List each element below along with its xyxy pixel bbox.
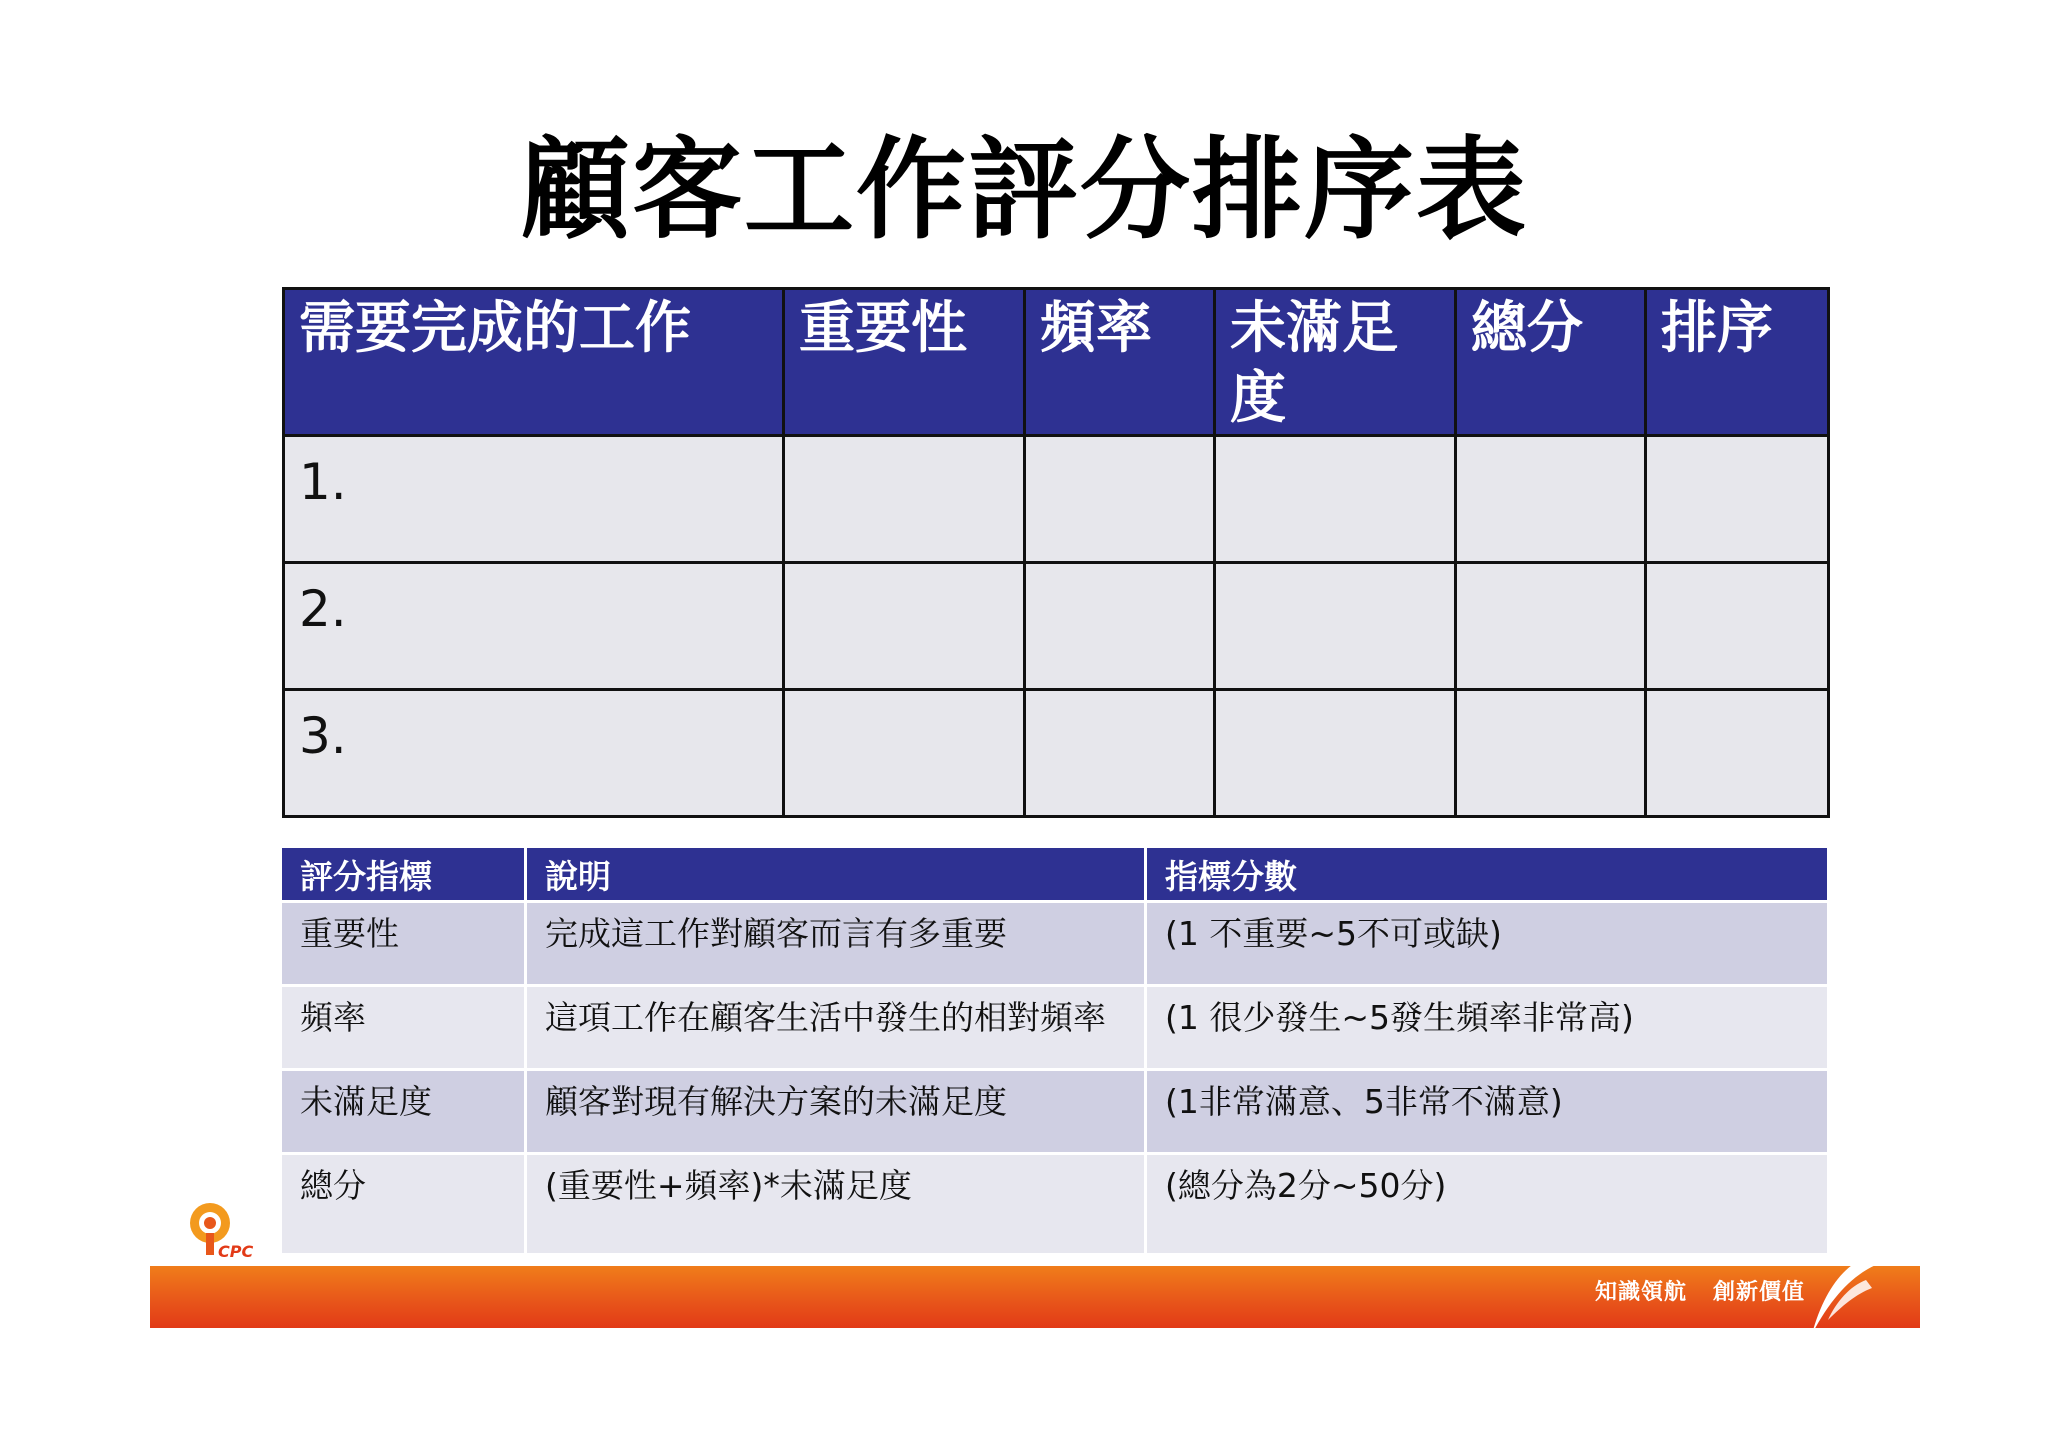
ranking-header-row	[284, 289, 1829, 436]
criterion-cell: 頻率	[282, 987, 527, 1071]
score-cell: (總分為2分~50分)	[1147, 1155, 1827, 1256]
task-cell: 3.	[284, 690, 784, 817]
criterion-cell: 總分	[282, 1155, 527, 1256]
slogan	[1569, 1278, 1805, 1308]
total-cell	[1456, 436, 1646, 563]
table-row	[284, 563, 1829, 690]
description-cell: 完成這工作對顧客而言有多重要	[527, 903, 1147, 987]
importance-cell	[784, 690, 1025, 817]
unmet-cell	[1215, 690, 1456, 817]
header-importance: 重要性	[784, 289, 1025, 436]
page-title: 顧客工作評分排序表	[520, 126, 1528, 254]
slogan-right: 創新價值	[1712, 1280, 1805, 1305]
rank-cell	[1646, 690, 1829, 817]
frequency-cell	[1025, 436, 1215, 563]
header-score: 指標分數	[1147, 848, 1827, 903]
swoosh-icon	[1806, 1250, 1880, 1338]
ranking-table	[282, 287, 1830, 818]
header-criterion: 評分指標	[282, 848, 527, 903]
header-unmet: 未滿足度	[1215, 289, 1456, 436]
importance-cell	[784, 563, 1025, 690]
description-cell: (重要性+頻率)*未滿足度	[527, 1155, 1147, 1256]
table-row	[282, 1155, 1827, 1256]
score-cell: (1 不重要~5不可或缺)	[1147, 903, 1827, 987]
task-cell: 2.	[284, 563, 784, 690]
table-row	[284, 690, 1829, 817]
header-frequency: 頻率	[1025, 289, 1215, 436]
total-cell	[1456, 690, 1646, 817]
unmet-cell	[1215, 563, 1456, 690]
score-cell: (1 很少發生~5發生頻率非常高)	[1147, 987, 1827, 1071]
table-row	[282, 1071, 1827, 1155]
description-cell: 顧客對現有解決方案的未滿足度	[527, 1071, 1147, 1155]
criteria-header-row	[282, 848, 1827, 903]
header-rank: 排序	[1646, 289, 1829, 436]
criterion-cell: 重要性	[282, 903, 527, 987]
cpc-logo-icon	[182, 1193, 282, 1263]
unmet-cell	[1215, 436, 1456, 563]
criteria-table	[282, 848, 1827, 1256]
svg-text:CPC: CPC	[218, 1242, 254, 1261]
frequency-cell	[1025, 563, 1215, 690]
task-cell: 1.	[284, 436, 784, 563]
total-cell	[1456, 563, 1646, 690]
importance-cell	[784, 436, 1025, 563]
score-cell: (1非常滿意、5非常不滿意)	[1147, 1071, 1827, 1155]
rank-cell	[1646, 436, 1829, 563]
rank-cell	[1646, 563, 1829, 690]
frequency-cell	[1025, 690, 1215, 817]
footer-bar	[150, 1266, 1920, 1328]
description-cell: 這項工作在顧客生活中發生的相對頻率	[527, 987, 1147, 1071]
criterion-cell: 未滿足度	[282, 1071, 527, 1155]
header-total: 總分	[1456, 289, 1646, 436]
table-row	[284, 436, 1829, 563]
slogan-left: 知識領航	[1594, 1280, 1687, 1305]
table-row	[282, 903, 1827, 987]
table-row	[282, 987, 1827, 1071]
header-task: 需要完成的工作	[284, 289, 784, 436]
header-description: 說明	[527, 848, 1147, 903]
